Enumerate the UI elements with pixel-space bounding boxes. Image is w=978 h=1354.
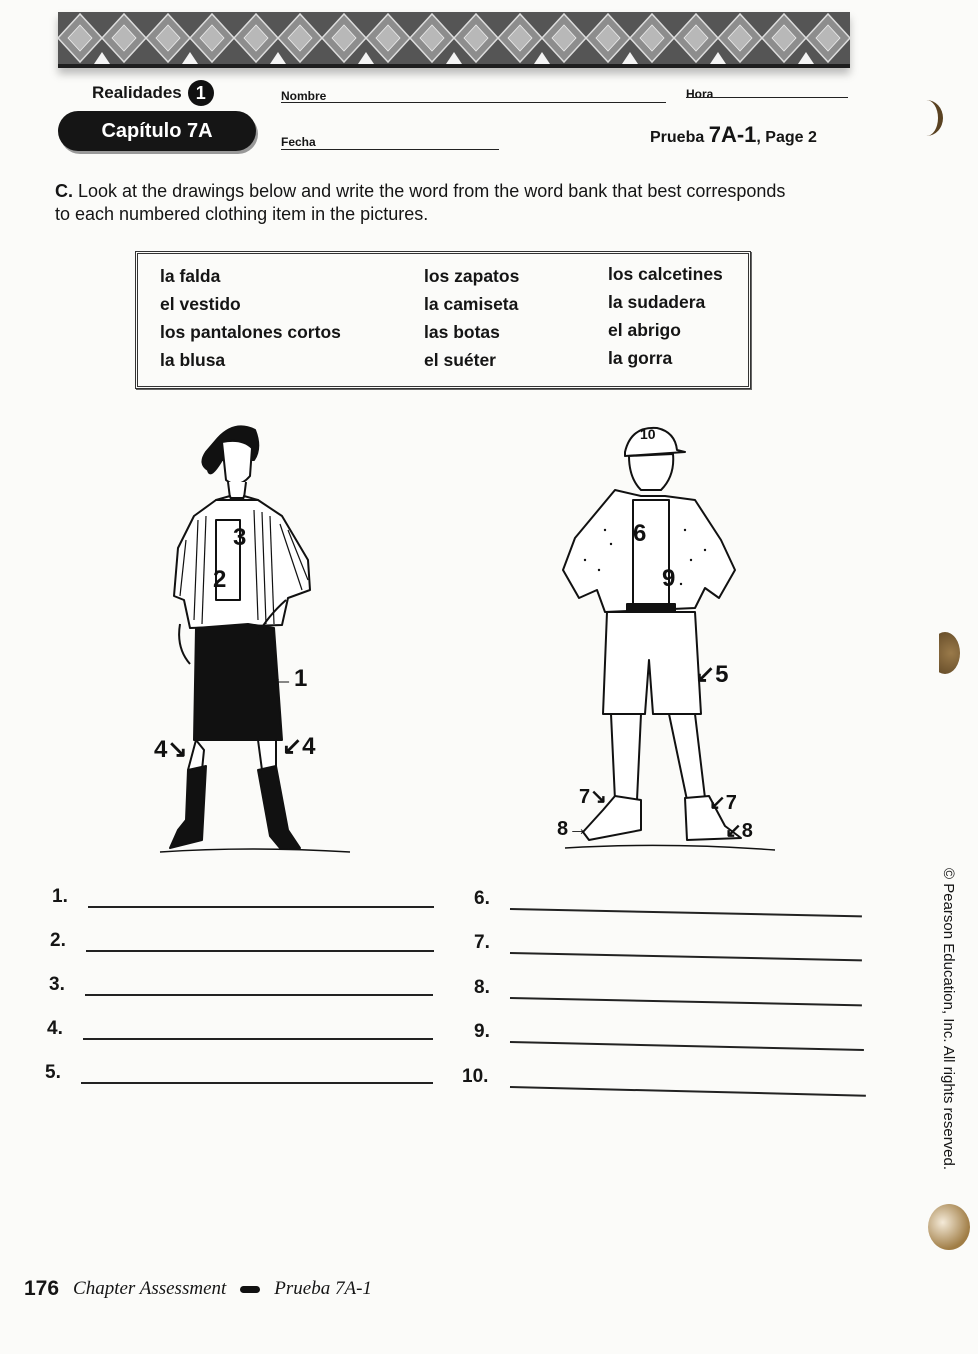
answer-number: 10.	[462, 1066, 489, 1087]
answer-number: 9.	[474, 1021, 490, 1042]
binder-hole-icon	[910, 100, 943, 136]
hour-label: Hora	[686, 87, 714, 101]
word-bank	[135, 251, 751, 389]
word-bank-item: la camiseta	[424, 294, 519, 314]
callout-7-right: ↙7	[709, 792, 737, 814]
quiz-title	[650, 122, 817, 148]
answer-row-1	[52, 886, 434, 908]
word-bank-column-2	[424, 266, 519, 371]
answer-field-6[interactable]	[510, 907, 862, 917]
man-illustration	[545, 420, 785, 860]
word-bank-item: la sudadera	[608, 292, 706, 312]
level-badge: 1	[188, 80, 214, 106]
answer-number: 1.	[52, 886, 68, 907]
word-bank-item: la falda	[160, 266, 221, 286]
answer-number: 6.	[474, 888, 490, 909]
answer-field-7[interactable]	[510, 951, 862, 961]
separator-icon	[240, 1286, 260, 1293]
series-name: Realidades	[92, 83, 182, 102]
callout-6: 6	[633, 520, 647, 547]
callout-8-left: 8→	[557, 818, 589, 840]
callout-10: 10	[640, 426, 656, 442]
word-bank-item: los pantalones cortos	[160, 322, 341, 342]
word-bank-item: el abrigo	[608, 320, 681, 340]
answer-number: 5.	[45, 1062, 61, 1083]
section-letter: C.	[55, 181, 73, 201]
answer-field-4[interactable]	[83, 1037, 433, 1040]
answer-number: 4.	[47, 1018, 63, 1039]
binder-hole-icon	[930, 632, 960, 674]
answer-row-4	[47, 1018, 433, 1040]
callout-4-left: 4↘	[154, 736, 188, 763]
copyright-notice: © Pearson Education, Inc. All rights reserved.	[940, 868, 957, 1171]
callout-7-left: 7↘	[579, 786, 607, 808]
answer-field-5[interactable]	[81, 1081, 433, 1084]
word-bank-item: el vestido	[160, 294, 241, 314]
callout-1: ←1	[270, 665, 308, 692]
answer-row-2	[50, 930, 434, 952]
answer-number: 7.	[474, 932, 490, 953]
word-bank-item: la gorra	[608, 348, 673, 368]
chapter-badge: Capítulo 7A	[58, 111, 256, 151]
quiz-page: , Page 2	[756, 129, 817, 146]
callout-9: 9	[662, 565, 676, 592]
answer-row-9	[474, 1021, 864, 1043]
callout-3: 3	[233, 524, 247, 551]
answer-field-8[interactable]	[510, 996, 862, 1006]
book-section: Chapter Assessment	[73, 1278, 227, 1299]
answer-field-1[interactable]	[88, 905, 434, 908]
word-bank-column-1	[160, 266, 341, 371]
binder-hole-icon	[928, 1204, 970, 1250]
hour-field[interactable]	[686, 97, 848, 98]
answer-row-8	[474, 977, 862, 999]
answer-field-3[interactable]	[85, 993, 433, 996]
section-instructions	[55, 180, 795, 226]
name-field[interactable]	[281, 102, 666, 103]
date-label: Fecha	[281, 135, 316, 149]
word-bank-item: los zapatos	[424, 266, 520, 286]
word-bank-item: los calcetines	[608, 264, 723, 284]
woman-illustration	[150, 420, 360, 860]
page-footer	[24, 1277, 372, 1301]
answer-row-7	[474, 932, 862, 954]
callout-5: ↙5	[695, 661, 729, 688]
word-bank-item: el suéter	[424, 350, 496, 370]
word-bank-item: las botas	[424, 322, 500, 342]
answer-row-5	[45, 1062, 433, 1084]
answer-number: 8.	[474, 977, 490, 998]
callout-4-right: ↙4	[282, 733, 316, 760]
answer-row-3	[49, 974, 433, 996]
quiz-prefix: Prueba	[650, 129, 705, 146]
series-title	[92, 80, 214, 106]
date-field[interactable]	[281, 149, 499, 150]
name-label: Nombre	[281, 89, 327, 103]
diamond-pattern-icon	[58, 12, 850, 64]
quiz-code: 7A-1	[708, 122, 757, 147]
instruction-text: Look at the drawings below and write the word from the word bank that best corresponds to each numbered clothing item in the pictures.	[55, 181, 786, 224]
answer-field-10[interactable]	[510, 1085, 866, 1097]
decorative-banner	[58, 12, 850, 68]
quiz-name: Prueba 7A-1	[274, 1278, 372, 1299]
callout-8-right: ↙8	[725, 820, 753, 842]
answer-field-9[interactable]	[510, 1040, 864, 1051]
woman-figure-icon	[150, 420, 360, 860]
answer-number: 2.	[50, 930, 66, 951]
answer-number: 3.	[49, 974, 65, 995]
answer-row-10	[462, 1066, 866, 1088]
word-bank-column-3	[608, 264, 723, 369]
answer-row-6	[474, 888, 862, 910]
answer-field-2[interactable]	[86, 949, 434, 952]
page-number: 176	[24, 1277, 60, 1300]
callout-2: 2	[213, 566, 227, 593]
word-bank-item: la blusa	[160, 350, 226, 370]
